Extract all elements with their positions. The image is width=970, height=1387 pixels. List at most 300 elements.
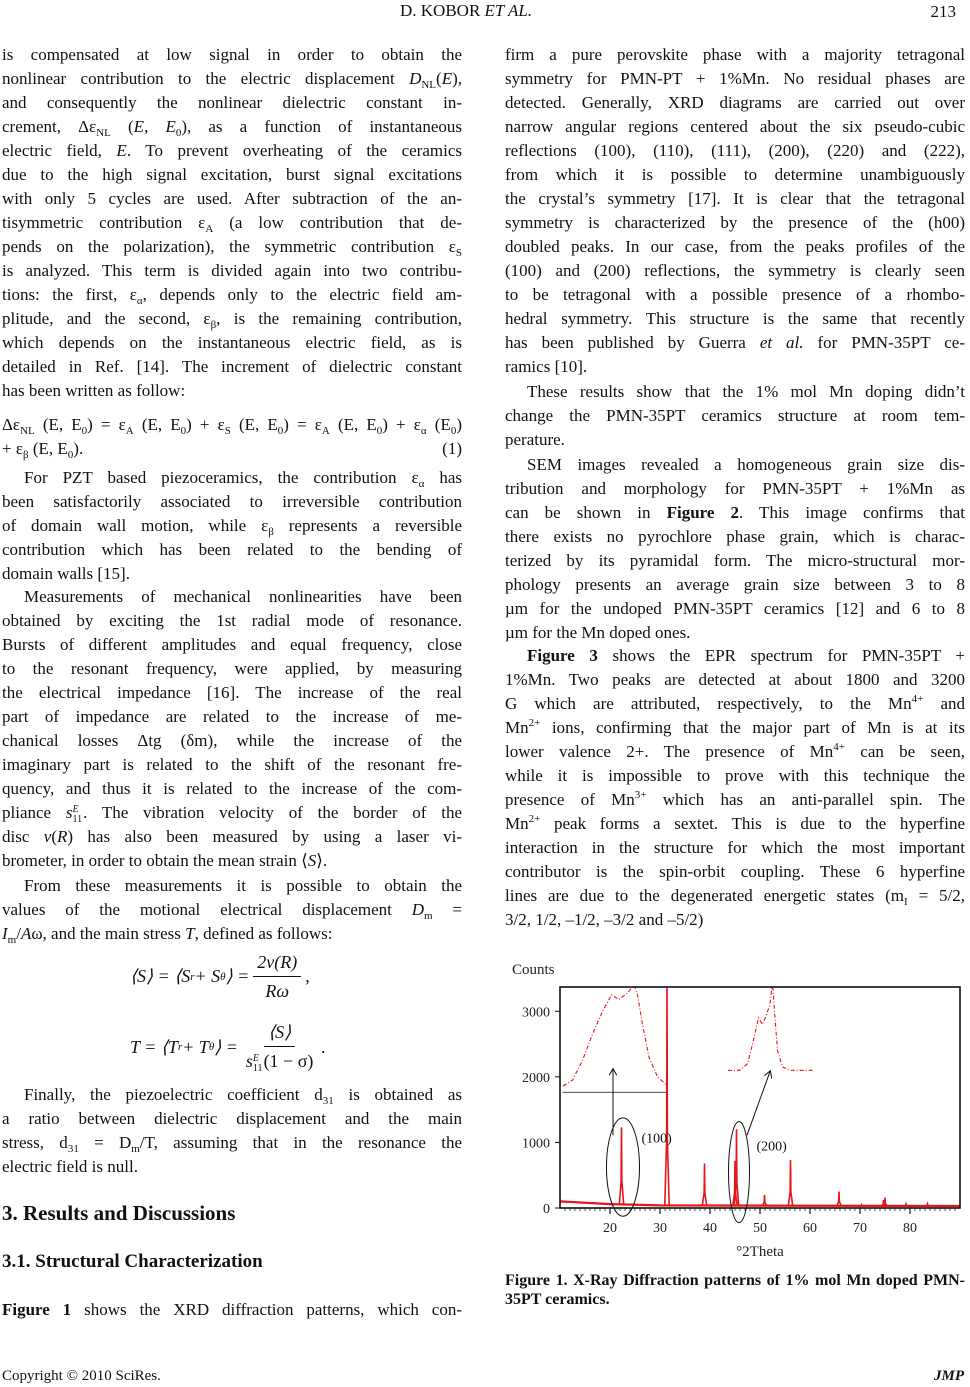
text-run: (E (426, 415, 451, 434)
text-run: the crystal’s symmetry [17]. It is clear that the tetragonal (505, 189, 965, 208)
text-run: tions: the first, ε (2, 285, 137, 304)
text-run: ). (73, 439, 84, 458)
text-line (2, 922, 462, 946)
subscript: A (125, 425, 134, 437)
y-tick-label: 1000 (522, 1136, 550, 1152)
subscript: α (136, 295, 143, 307)
text-run: tribution and morphology for PMN-35PT + 1%Mn as (505, 479, 965, 498)
text-line (2, 307, 462, 331)
text-line (2, 331, 462, 355)
text-run: reflections (100), (110), (111), (200), (220) and (222), (505, 141, 965, 160)
text-run: . This image confirms that (739, 503, 965, 522)
text-run: ω, and the main stress (31, 924, 186, 943)
bold-text: Figure 1 (2, 1300, 72, 1319)
superscript: 2+ (528, 813, 541, 825)
eq-end: , (305, 966, 310, 986)
text-line (505, 621, 965, 645)
text-run: (E, E (28, 439, 68, 458)
text-run: has been written as follow: (2, 381, 186, 400)
text-run: (100) and (200) reflections, the symmetry is clearly seen (505, 261, 965, 280)
inset-200-profile (728, 982, 813, 1071)
bold-text: Figure 2 (666, 503, 740, 522)
sub-superscript (72, 805, 82, 825)
text-line (2, 633, 462, 657)
italic-text: S (307, 851, 317, 870)
italic-text: T (185, 924, 195, 943)
text-line (2, 657, 462, 681)
italic-text: v (43, 827, 52, 846)
subscript: 31 (67, 1143, 79, 1155)
text-line (505, 764, 965, 788)
text-run: Mn (505, 814, 529, 833)
text-line (505, 836, 965, 860)
text-run: Finally, the piezoelectric coefficient d (24, 1085, 323, 1104)
text-line (505, 668, 965, 692)
y-tick-label: 2000 (522, 1070, 550, 1086)
text-line (505, 283, 965, 307)
diffraction-peak (788, 1160, 792, 1206)
paragraph-doping-result (505, 380, 965, 452)
subscript: 0 (81, 425, 88, 437)
equation-mean-strain (130, 950, 310, 1003)
subsection-heading: 3.1. Structural Characterization (2, 1251, 263, 1272)
inset-100-profile (563, 985, 667, 1086)
text-line (505, 307, 965, 331)
text-run: values of the motional electrical displacement (2, 900, 412, 919)
text-line (505, 860, 965, 884)
text-line (2, 187, 462, 211)
text-run: For PZT based piezoceramics, the contribution ε (24, 468, 419, 487)
text-run: , is the remaining contribution, (216, 309, 462, 328)
text-run: due to the high signal excitation, burst signal excitations (2, 165, 462, 184)
text-run: 1%Mn. Two peaks are detected at about 1800 and 3200 (505, 670, 965, 689)
subscript: m (424, 910, 433, 922)
subscript: 11 (72, 814, 83, 825)
text-line (505, 525, 965, 549)
author-name: D. KOBOR (400, 1, 481, 20)
text-run: µm for the undoped PMN-35PT ceramics [12] and 6 to 8 (505, 599, 965, 618)
eq-lhs: T = ⟨T (130, 1036, 178, 1057)
text-run: . To prevent overheating of the ceramics (126, 141, 462, 160)
text-run: /T, assuming that in the resonance the (139, 1133, 462, 1152)
text-line (505, 355, 965, 379)
text-run: for PMN-35PT ce- (803, 333, 965, 352)
text-run: shows the XRD diffraction patterns, which con- (71, 1300, 462, 1319)
x-tick-label: 40 (703, 1221, 717, 1236)
text-run: ) + ε (382, 415, 421, 434)
paragraph-xrd-symmetry (505, 43, 965, 379)
eq-rhs: ⟩ = (225, 966, 250, 986)
text-run: of domain wall motion, while ε (2, 516, 269, 535)
subscript: 0 (376, 425, 383, 437)
peak-label: (100) (641, 1131, 672, 1147)
text-line (505, 428, 965, 452)
text-run: (E, E (230, 415, 278, 434)
running-header-author (400, 0, 532, 22)
text-line (2, 259, 462, 283)
x-tick-label: 60 (803, 1221, 817, 1236)
subscript: 0 (180, 425, 187, 437)
text-run: 3/2, 1/2, –1/2, –3/2 and –5/2) (505, 910, 704, 929)
subscript: A (321, 425, 330, 437)
text-run: and (923, 694, 965, 713)
text-run: electric field, (2, 141, 117, 160)
text-run: ), as a function of instantaneous (181, 117, 462, 136)
subscript: 0 (450, 425, 457, 437)
eq-denominator (242, 1047, 318, 1074)
diffraction-peak (925, 1204, 929, 1206)
plot-frame (560, 987, 960, 1208)
text-line (2, 801, 462, 825)
peak-label: (200) (756, 1139, 787, 1155)
text-run: and consequently the nonlinear dielectric constant in- (2, 93, 462, 112)
subscript: 31 (322, 1095, 334, 1107)
text-run: Measurements of mechanical nonlinearities have been (24, 587, 462, 606)
text-run: / (16, 924, 21, 943)
text-run: is obtained as (333, 1085, 462, 1104)
text-line (2, 538, 462, 562)
text-run: lower valence 2+. The presence of Mn (505, 742, 834, 761)
text-run: From these measurements it is possible to obtain the (24, 876, 462, 895)
text-line (2, 67, 462, 91)
text-line (505, 453, 965, 477)
text-run: symmetry is characterized by the presence of the (h00) (505, 213, 965, 232)
text-line (2, 609, 462, 633)
eq-mid: + S (194, 966, 221, 986)
eq-sup: E (252, 1053, 260, 1064)
text-line (505, 477, 965, 501)
equation-main-stress (130, 1020, 326, 1074)
text-run: ⟩. (316, 851, 328, 870)
text-line (2, 753, 462, 777)
paragraph-pzt (2, 466, 462, 586)
text-line (505, 67, 965, 91)
text-run: imaginary part is related to the shift of the resonant fre- (2, 755, 462, 774)
text-run: (a low contribution that de- (213, 213, 462, 232)
italic-text: et al. (759, 333, 804, 352)
text-line (2, 898, 462, 922)
text-run: change the PMN-35PT ceramics structure at room tem- (505, 406, 965, 425)
text-line (2, 585, 462, 609)
text-run: ) has also been measured by using a laser vi- (67, 827, 463, 846)
subscript: NL (20, 425, 35, 437)
text-run: ) = ε (87, 415, 126, 434)
eq-sub: r (190, 970, 195, 983)
text-line (2, 825, 462, 849)
inset-arrow (747, 1072, 770, 1136)
text-run: disc (2, 827, 44, 846)
text-line (505, 259, 965, 283)
equation-1 (2, 413, 462, 461)
text-line (2, 115, 462, 139)
text-run: electric field is null. (2, 1157, 138, 1176)
eq-subsup (253, 1054, 263, 1074)
subscript: S (455, 247, 462, 259)
text-run: + ε (2, 439, 23, 458)
text-line (505, 404, 965, 428)
text-run: , depends only to the electric field am- (142, 285, 462, 304)
eq-denominator: Rω (265, 981, 290, 1001)
paragraph-piezoelectric-coefficient (2, 1083, 462, 1179)
text-run: which depends on the instantaneous electric field, as is (2, 333, 462, 352)
italic-text: A (20, 924, 32, 943)
text-run: . The vibration velocity of the border of the (83, 803, 462, 822)
text-run: while it is impossible to prove with this technique the (505, 766, 965, 785)
paragraph-nonlinear-contribution (2, 43, 462, 403)
text-run: can be seen, (844, 742, 966, 761)
text-run: chanical losses Δtg (δm), while the increase of the (2, 731, 462, 750)
subscript: α (418, 478, 425, 490)
text-line (2, 514, 462, 538)
text-line (505, 501, 965, 525)
subscript: β (22, 449, 29, 461)
text-line (505, 644, 965, 668)
text-line (2, 163, 462, 187)
text-line (2, 1131, 462, 1155)
text-run: is analyzed. This term is divided again into two contribu- (2, 261, 462, 280)
italic-text: D (409, 69, 422, 88)
text-line (505, 884, 965, 908)
text-run: detected. Generally, XRD diagrams are carried out over (505, 93, 965, 112)
text-line (505, 740, 965, 764)
text-run: Mn (505, 718, 529, 737)
text-line (505, 211, 965, 235)
text-line (2, 139, 462, 163)
eq-fraction (253, 950, 301, 1003)
text-line (2, 379, 462, 403)
text-run: stress, d (2, 1133, 68, 1152)
paragraph-epr (505, 644, 965, 932)
author-etal: ET AL. (484, 1, 533, 20)
text-run: lines are due to the degenerated energetic states (m (505, 886, 905, 905)
y-tick-label: 0 (543, 1202, 550, 1217)
text-line (2, 729, 462, 753)
text-line (505, 788, 965, 812)
subscript: 0 (277, 425, 284, 437)
eq-sub: θ (208, 1041, 215, 1053)
x-axis-label: °2Theta (736, 1244, 784, 1260)
text-line (2, 91, 462, 115)
text-run: ) (456, 415, 463, 434)
text-run: hedral symmetry. This structure is the same that recently (505, 309, 965, 328)
text-run: has (424, 468, 462, 487)
text-line (505, 235, 965, 259)
text-run: to be tetragonal with a possible presence of a rhombo- (505, 285, 965, 304)
text-line (505, 331, 965, 355)
section-heading: 3. Results and Discussions (2, 1201, 236, 1225)
eq-numerator: 2v(R) (253, 950, 301, 977)
text-line (505, 597, 965, 621)
text-line (2, 562, 462, 586)
text-run: from which it is possible to determine unambiguously (505, 165, 965, 184)
text-run: ions, confirming that the major part of Mn is at its (540, 718, 965, 737)
text-run: These results show that the 1% mol Mn doping didn’t (527, 382, 965, 401)
text-line (2, 355, 462, 379)
text-run: ), (452, 69, 462, 88)
text-run: ( (51, 827, 57, 846)
text-run: firm a pure perovskite phase with a majority tetragonal (505, 45, 965, 64)
text-line (505, 187, 965, 211)
text-line (505, 43, 965, 67)
page-number: 213 (930, 2, 956, 21)
eq-fraction (242, 1020, 318, 1074)
italic-text: I (2, 924, 8, 943)
diffraction-peak (762, 1195, 766, 1206)
superscript: 2+ (528, 717, 541, 729)
diffraction-peak (904, 1204, 908, 1206)
text-run: = (432, 900, 462, 919)
y-tick-label: 3000 (522, 1005, 550, 1021)
text-run: obtained by exciting the 1st radial mode of resonance. (2, 611, 462, 630)
text-run: ) + ε (186, 415, 225, 434)
subscript: I (904, 896, 908, 908)
text-run: represents a reversible (273, 516, 463, 535)
eq-rhs: ⟩ = (214, 1036, 238, 1057)
text-run: Bursts of different amplitudes and equal frequency, close (2, 635, 462, 654)
text-line (2, 849, 462, 873)
text-run: ( (110, 117, 134, 136)
footer-journal: JMP (934, 1368, 964, 1384)
text-line (2, 466, 462, 490)
text-line (2, 1083, 462, 1107)
subscript: NL (421, 79, 437, 91)
text-run: crement, Δε (2, 117, 97, 136)
italic-text: E (116, 141, 127, 160)
text-line (2, 283, 462, 307)
text-run: tisymmetric contribution ε (2, 213, 206, 232)
text-line (2, 437, 462, 461)
text-run: quency, and thus it is related to the increase of the com- (2, 779, 462, 798)
figure-caption: Figure 1. X-Ray Diffraction patterns of 1% mol Mn doped PMN-35PT ceramics. (505, 1272, 965, 1308)
text-run: domain walls [15]. (2, 564, 130, 583)
italic-text: s (65, 803, 73, 822)
text-run: the electrical impedance [16]. The increase of the real (2, 683, 462, 702)
text-line (505, 908, 965, 932)
diffraction-peak (619, 1127, 623, 1204)
eq-lhs: ⟨S⟩ = ⟨S (130, 966, 191, 986)
subscript: β (268, 526, 274, 538)
text-line (505, 91, 965, 115)
x-tick-label: 50 (753, 1221, 767, 1236)
subscript: A (205, 223, 214, 235)
text-line (2, 413, 462, 437)
superscript: 3+ (634, 789, 647, 801)
text-run: narrow angular regions centered about the six pseudo-cubic (505, 117, 965, 136)
text-run: presence of Mn (505, 790, 635, 809)
text-line (2, 681, 462, 705)
bold-text: Figure 3 (527, 646, 598, 665)
text-run: to the resonant frequency, were applied, by measuring (2, 659, 462, 678)
subscript: m (7, 934, 17, 946)
x-tick-label: 80 (903, 1221, 917, 1236)
text-run: can be shown in (505, 503, 667, 522)
line-content (2, 437, 83, 461)
text-line (2, 1107, 462, 1131)
text-run: been satisfactorily associated to irreversible contribution (2, 492, 462, 511)
diffraction-peak (702, 1163, 706, 1205)
eq-numerator: ⟨S⟩ (264, 1020, 295, 1047)
text-line (2, 705, 462, 729)
paragraph-sem (505, 453, 965, 645)
paragraph-figure1-intro (2, 1298, 462, 1322)
text-line (505, 812, 965, 836)
subscript: S (224, 425, 231, 437)
text-line (2, 43, 462, 67)
text-run: ( (436, 69, 442, 88)
italic-text: D (411, 900, 425, 919)
subscript: 0 (175, 127, 182, 139)
text-line (2, 874, 462, 898)
text-run: µm for the Mn doped ones. (505, 623, 691, 642)
text-run: contribution which has been related to the bending of (2, 540, 462, 559)
text-run: terized by its pyramidal form. The micro-structural mor- (505, 551, 965, 570)
footer-copyright: Copyright © 2010 SciRes. (2, 1368, 161, 1384)
y-axis-label: Counts (512, 962, 555, 978)
text-run: has been published by Guerra (505, 333, 760, 352)
text-run: brometer, in order to obtain the mean strain ⟨ (2, 851, 308, 870)
text-run: , (144, 117, 166, 136)
equation-number: (1) (442, 439, 462, 458)
xrd-chart (500, 955, 970, 1267)
text-run: part of impedance are related to the increase of me- (2, 707, 462, 726)
italic-text: R (56, 827, 68, 846)
text-line (2, 1298, 462, 1322)
superscript: 4+ (833, 741, 845, 753)
eq-sub: r (177, 1041, 183, 1053)
text-line (2, 1155, 462, 1179)
eq-mid: + T (182, 1036, 209, 1057)
text-line (2, 211, 462, 235)
text-run: peak forms a sextet. This is due to the hyperfine (540, 814, 965, 833)
x-tick-label: 30 (653, 1221, 667, 1236)
superscript: 4+ (911, 693, 924, 705)
eq-sub: 11 (252, 1063, 263, 1074)
paragraph-mechanical-nonlinearities (2, 585, 462, 873)
text-run: ) = ε (283, 415, 322, 434)
diffraction-peak (837, 1192, 841, 1206)
subscript: α (420, 425, 427, 437)
x-tick-label: 70 (853, 1221, 867, 1236)
text-run: SEM images revealed a homogeneous grain size dis- (527, 455, 965, 474)
text-line (505, 692, 965, 716)
text-line (505, 139, 965, 163)
text-run: G which are attributed, respectively, to the Mn (505, 694, 912, 713)
superscript: E (72, 804, 79, 815)
text-run: = 5/2, (907, 886, 965, 905)
text-run: is compensated at low signal in order to obtain the (2, 45, 462, 64)
text-line (2, 490, 462, 514)
text-run: perature. (505, 430, 565, 449)
italic-text: E (165, 117, 176, 136)
text-line (505, 115, 965, 139)
subscript: β (210, 319, 217, 331)
text-run: with only 5 cycles are used. After subtraction of the an- (2, 189, 462, 208)
text-run: (E, E (329, 415, 377, 434)
eq-sub: θ (220, 970, 226, 983)
text-run: ramics [10]. (505, 357, 588, 376)
text-run: doubled peaks. In our case, from the peaks profiles of the (505, 237, 965, 256)
text-line (2, 235, 462, 259)
subscript: m (131, 1143, 140, 1155)
text-run: shows the EPR spectrum for PMN-35PT + (597, 646, 965, 665)
eq-s: s (245, 1051, 253, 1071)
text-run: plitude, and the second, ε (2, 309, 211, 328)
text-run: pends on the polarization), the symmetric contribution ε (2, 237, 456, 256)
eq-end: . (321, 1036, 326, 1057)
text-run: phology presents an average grain size between 3 to 8 (505, 575, 965, 594)
text-line (505, 716, 965, 740)
text-line (505, 163, 965, 187)
